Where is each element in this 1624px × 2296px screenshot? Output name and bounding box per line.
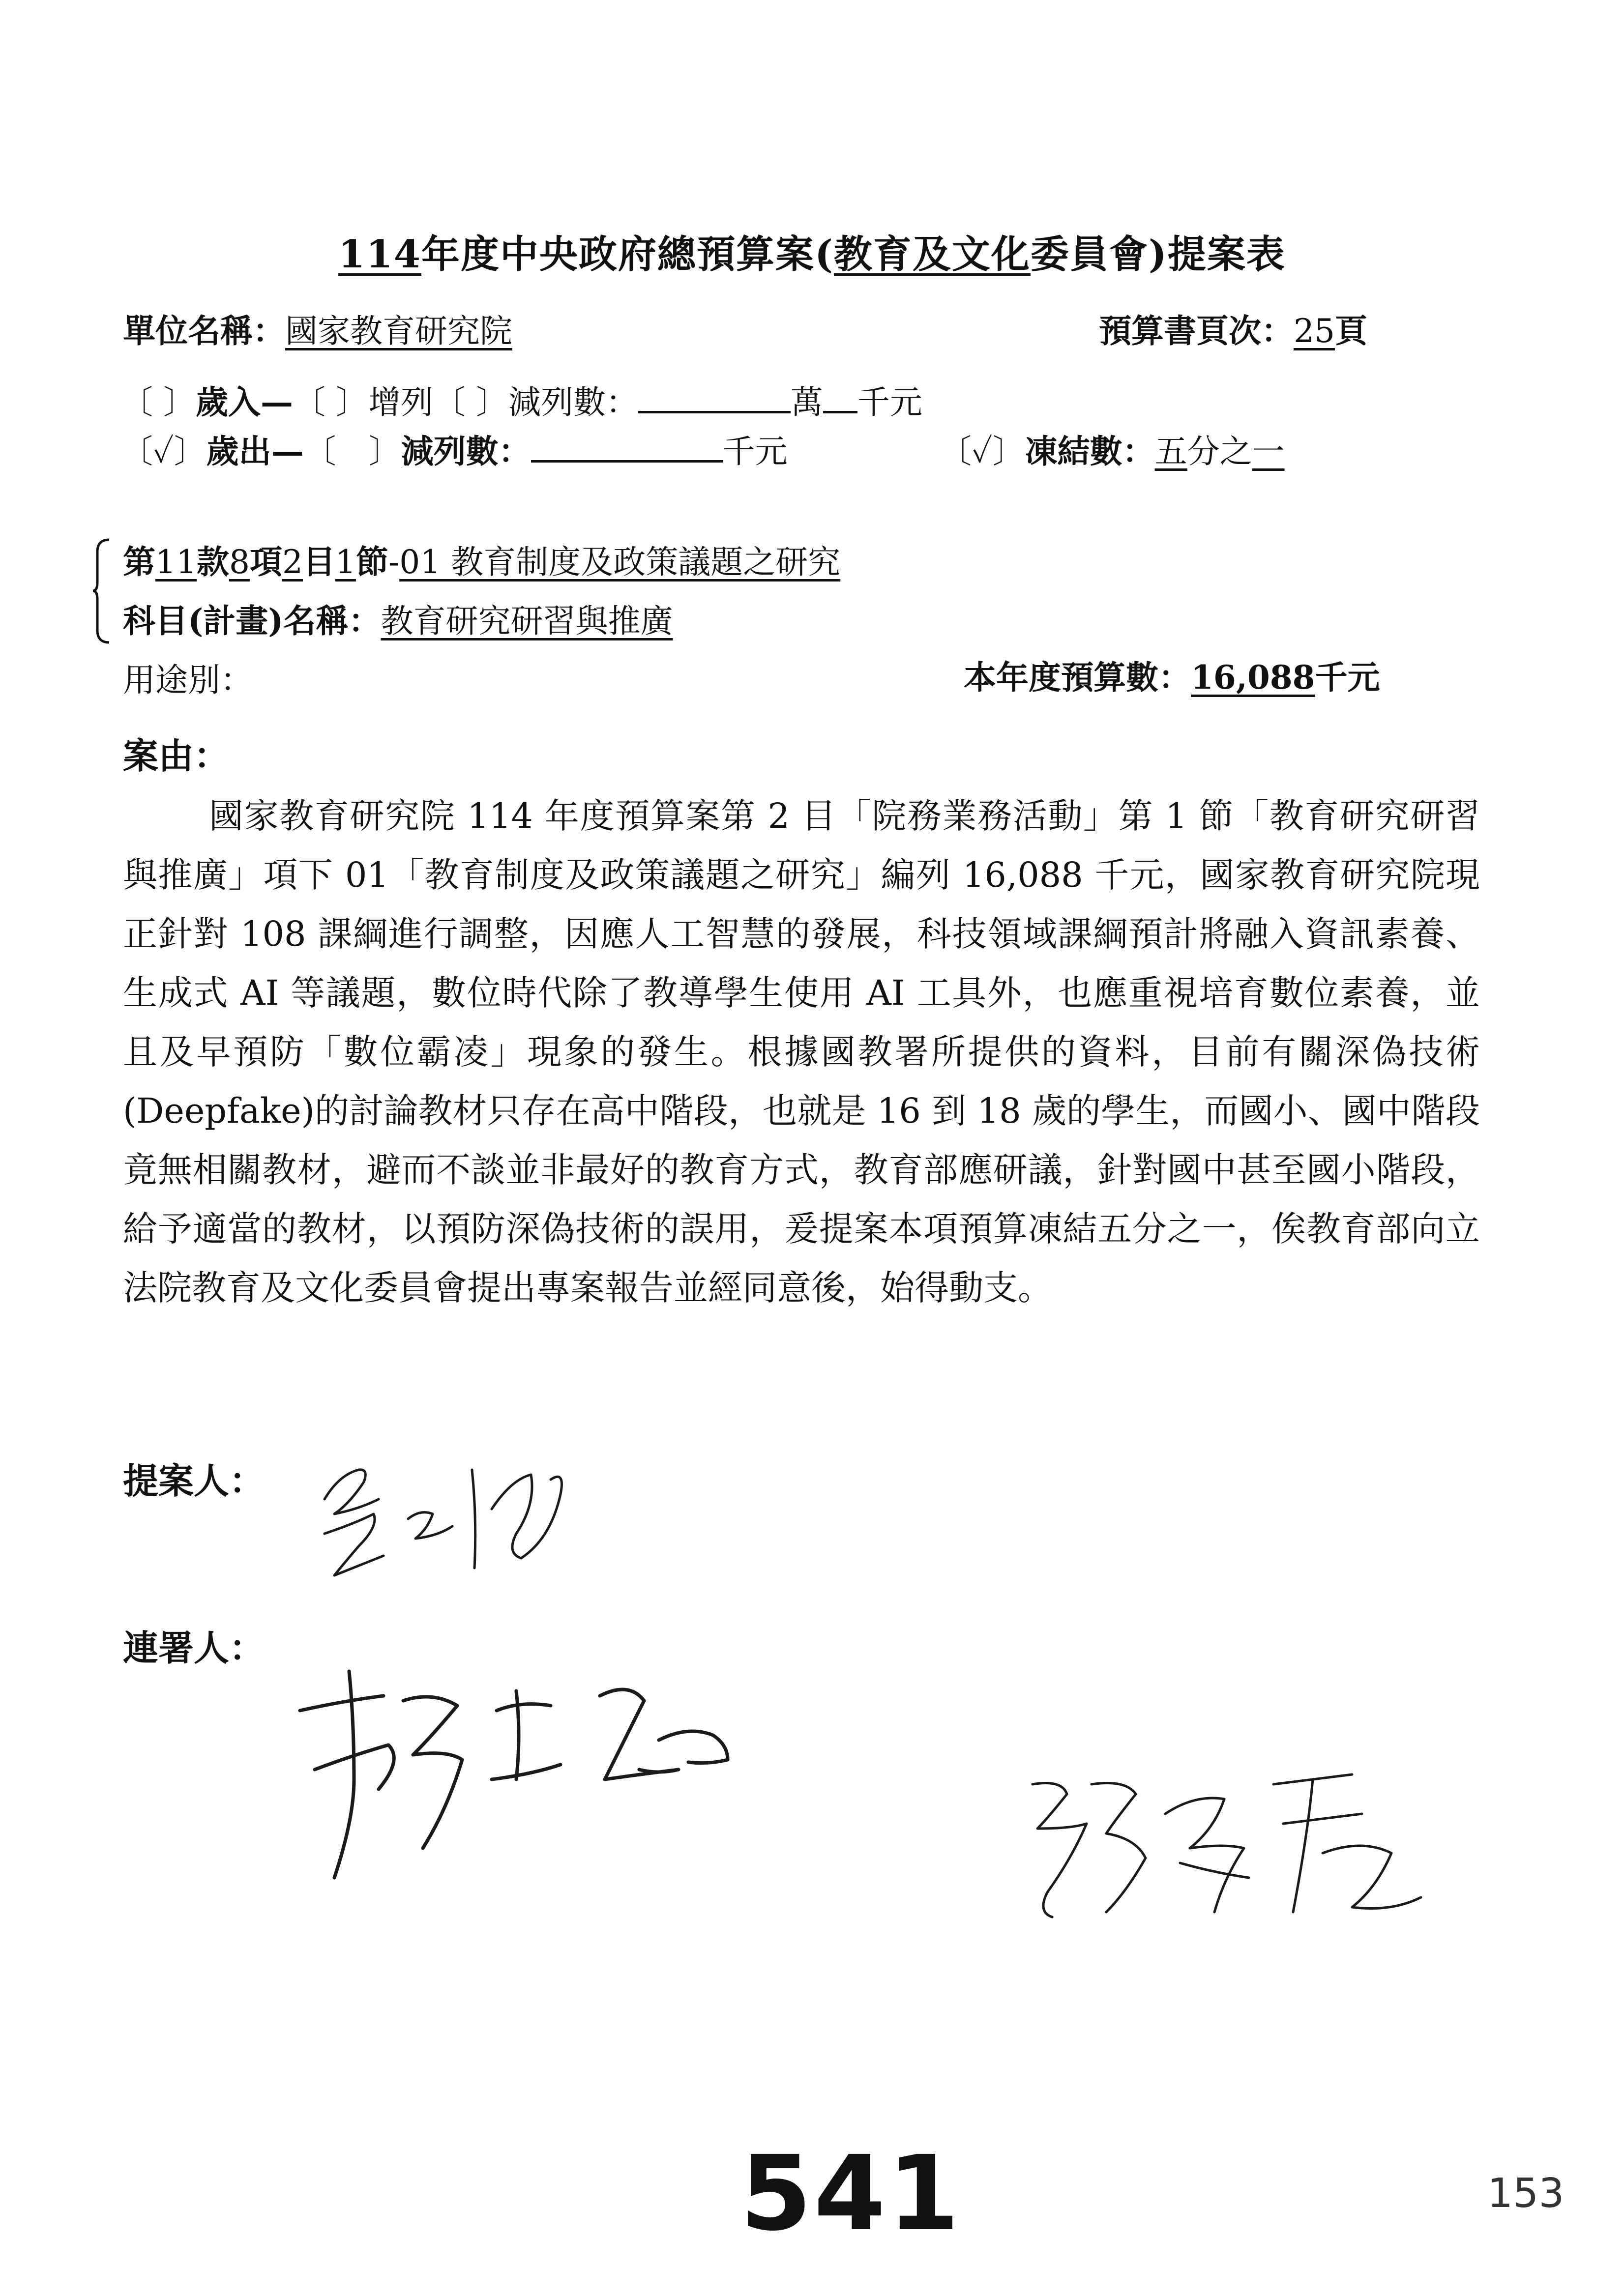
title-text-1: 年度中央政府總預算案( (421, 232, 834, 277)
page-suffix: 頁 (1334, 312, 1367, 350)
expenditure-label: 歲出— (206, 432, 304, 470)
revenue-line (120, 376, 922, 423)
title-committee: 教育及文化 (833, 232, 1031, 277)
revenue-label: 歲入— (195, 383, 293, 421)
item-label-jie: 節 (355, 543, 388, 581)
budget-value: 16,088 (1191, 658, 1315, 697)
corner-number: 153 (1487, 2170, 1565, 2217)
item-label-mu: 目 (302, 543, 335, 581)
exp-unit: 千元 (722, 433, 788, 470)
expenditure-line (120, 425, 788, 472)
freeze-row (939, 425, 1285, 472)
item-label-di: 第 (123, 543, 155, 581)
expenditure-box: 〔✓〕 (120, 433, 207, 470)
cosigner-signature-1 (285, 1661, 787, 1897)
unit-name-row (123, 305, 512, 351)
subject-line (123, 595, 673, 641)
usage-label: 用途別： (123, 661, 253, 699)
revenue-box: 〔 〕 (120, 383, 196, 421)
unit-wan: 萬 (790, 383, 823, 421)
freeze-label: 凍結數： (1025, 432, 1155, 470)
budget-page-row (1099, 305, 1367, 351)
exp-amount-blank (531, 455, 723, 463)
amount-blank (638, 406, 791, 413)
exp-decrease-box: 〔 〕 (303, 433, 401, 470)
title-year: 114 (338, 232, 421, 277)
decrease-label: 減列數： (508, 383, 638, 421)
item-separator: - (388, 543, 400, 581)
reason-text: 國家教育研究院 114 年度預算案第 2 目「院務業務活動」第 1 節「教育研究研習與推廣」項下 01「教育制度及政策議題之研究」編列 16,088 千元，國家教育研究院現正針對 108 課綱進行調整，因應人工智慧的發展，科技領域課綱預計將融入資訊素養、生成式 AI 等議題，數位時代除了教導學生使用 AI 工具外，也應重視培育數位素養，並且及早預防「數位霸凌」現象的發生。根據國教署所提供的資料，目前有關深偽技術(Deepfake)的討論教材只存在高中階段，也就是 16 到 18 歲的學生，而國小、國中階段竟無相關教材，避而不談並非最好的教育方式，教育部應研議，針對國中甚至國小階段，給予適當的教材，以預防深偽技術的誤用，爰提案本項預算凍結五分之一，俟教育部向立法院教育及文化委員會提出專案報告並經同意後，始得動支。 (123, 796, 1480, 1308)
item-line (123, 536, 840, 582)
freeze-fraction: 分之 (1187, 433, 1252, 470)
kuan-number: 11 (155, 543, 197, 581)
cosigner-signature-2 (1018, 1765, 1441, 1961)
increase-label: 增列 (368, 383, 433, 421)
increase-box: 〔 〕 (293, 383, 368, 421)
unit-label: 單位名稱： (123, 312, 285, 350)
mu-number: 2 (282, 543, 303, 581)
cosigner-label: 連署人： (123, 1627, 265, 1669)
unit-thousand: 千元 (857, 383, 922, 421)
page-number: 541 (740, 2133, 962, 2254)
item-label-xiang: 項 (249, 543, 282, 581)
left-brace (91, 538, 111, 644)
page-value: 25 (1294, 312, 1335, 350)
unit-value: 國家教育研究院 (285, 312, 512, 350)
freeze-denominator: 一 (1252, 433, 1285, 470)
title-text-2: 委員會)提案表 (1030, 232, 1286, 277)
budget-unit: 千元 (1315, 658, 1380, 697)
budget-row (964, 651, 1380, 698)
proposer-signature (305, 1440, 610, 1602)
item-label-kuan: 款 (196, 543, 229, 581)
reason-label: 案由： (123, 735, 230, 777)
exp-decrease-label: 減列數： (401, 432, 531, 470)
amount-blank-2 (823, 406, 857, 413)
freeze-box: 〔✓〕 (939, 433, 1025, 470)
subject-label: 科目(計畫)名稱： (123, 602, 381, 640)
document-title (0, 224, 1624, 279)
item-description: 01 教育制度及政策議題之研究 (399, 543, 841, 581)
jie-number: 1 (335, 543, 356, 581)
freeze-numerator: 五 (1154, 433, 1187, 470)
budget-label: 本年度預算數： (964, 658, 1191, 697)
page-label: 預算書頁次： (1099, 312, 1294, 350)
decrease-box: 〔 〕 (433, 383, 508, 421)
subject-value: 教育研究研習與推廣 (381, 602, 673, 640)
proposer-label: 提案人： (123, 1460, 265, 1502)
xiang-number: 8 (229, 543, 250, 581)
